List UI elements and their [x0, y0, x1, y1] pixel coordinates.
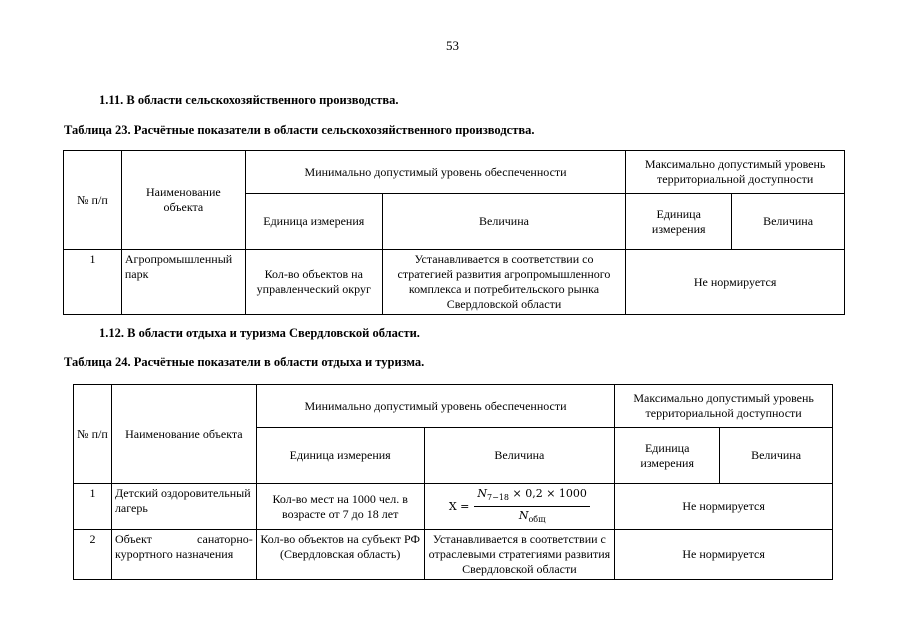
table-23-title: Таблица 23. Расчётные показатели в области сельскохозяйственного производства. [64, 123, 535, 137]
formula-denominator: $N_{общ}$ [518, 509, 546, 525]
formula-fraction [474, 486, 590, 527]
page-number: 53 [446, 38, 459, 53]
header-value: Величина [382, 194, 626, 250]
header-min-group: Минимально допустимый уровень обеспеченности [245, 151, 625, 194]
header-num: № п/п [74, 385, 112, 484]
section-heading-agriculture: 1.11. В области сельскохозяйственного производства. [99, 93, 399, 107]
formula-lhs: X = [448, 500, 470, 514]
header-num: № п/п [64, 151, 122, 250]
table-24-title: Таблица 24. Расчётные показатели в области отдыха и туризма. [64, 355, 425, 369]
table-23 [63, 150, 845, 315]
header-max-unit: Единица измерения [615, 428, 720, 484]
row-num: 2 [74, 530, 112, 580]
row-max: Не нормируется [626, 250, 845, 315]
row-max: Не нормируется [615, 484, 833, 530]
row-unit: Кол-во объектов на субъект РФ (Свердловская область) [256, 530, 424, 580]
header-unit: Единица измерения [256, 428, 424, 484]
row-name-line1: Объект санаторно- [114, 532, 253, 547]
row-name: Детский оздоровительный лагерь [111, 484, 256, 530]
row-name-line2: курортного назначения [114, 547, 234, 562]
header-max-group: Максимально допустимый уровень территориальной доступности [615, 385, 833, 428]
header-name: Наименование объекта [121, 151, 245, 250]
row-num: 1 [74, 484, 112, 530]
table-row [74, 530, 833, 580]
header-max-group: Максимально допустимый уровень территориальной доступности [626, 151, 845, 194]
header-max-value: Величина [732, 194, 845, 250]
header-min-group: Минимально допустимый уровень обеспеченности [256, 385, 614, 428]
header-name: Наименование объекта [111, 385, 256, 484]
row-unit: Кол-во объектов на управленческий округ [245, 250, 382, 315]
section-heading-tourism: 1.12. В области отдыха и туризма Свердловской области. [99, 326, 420, 340]
table-row [64, 250, 845, 315]
header-max-unit: Единица измерения [626, 194, 732, 250]
row-num: 1 [64, 250, 122, 315]
table-24 [73, 384, 833, 580]
header-max-value: Величина [720, 428, 833, 484]
header-unit: Единица измерения [245, 194, 382, 250]
formula-numerator: $N_{7-18} \times 0,2 \times 1000$ [474, 486, 590, 507]
row-name: Агропромышленный парк [121, 250, 245, 315]
table-row [74, 484, 833, 530]
row-max: Не нормируется [615, 530, 833, 580]
formula [449, 486, 590, 527]
row-unit: Кол-во мест на 1000 чел. в возрасте от 7 до 18 лет [256, 484, 424, 530]
row-formula [424, 484, 615, 530]
row-value: Устанавливается в соответствии с отраслевыми стратегиями развития Свердловской области [424, 530, 615, 580]
row-value: Устанавливается в соответствии со стратегией развития агропромышленного комплекса и потребительского рынка Свердловской области [382, 250, 626, 315]
header-value: Величина [424, 428, 615, 484]
row-name [111, 530, 256, 580]
